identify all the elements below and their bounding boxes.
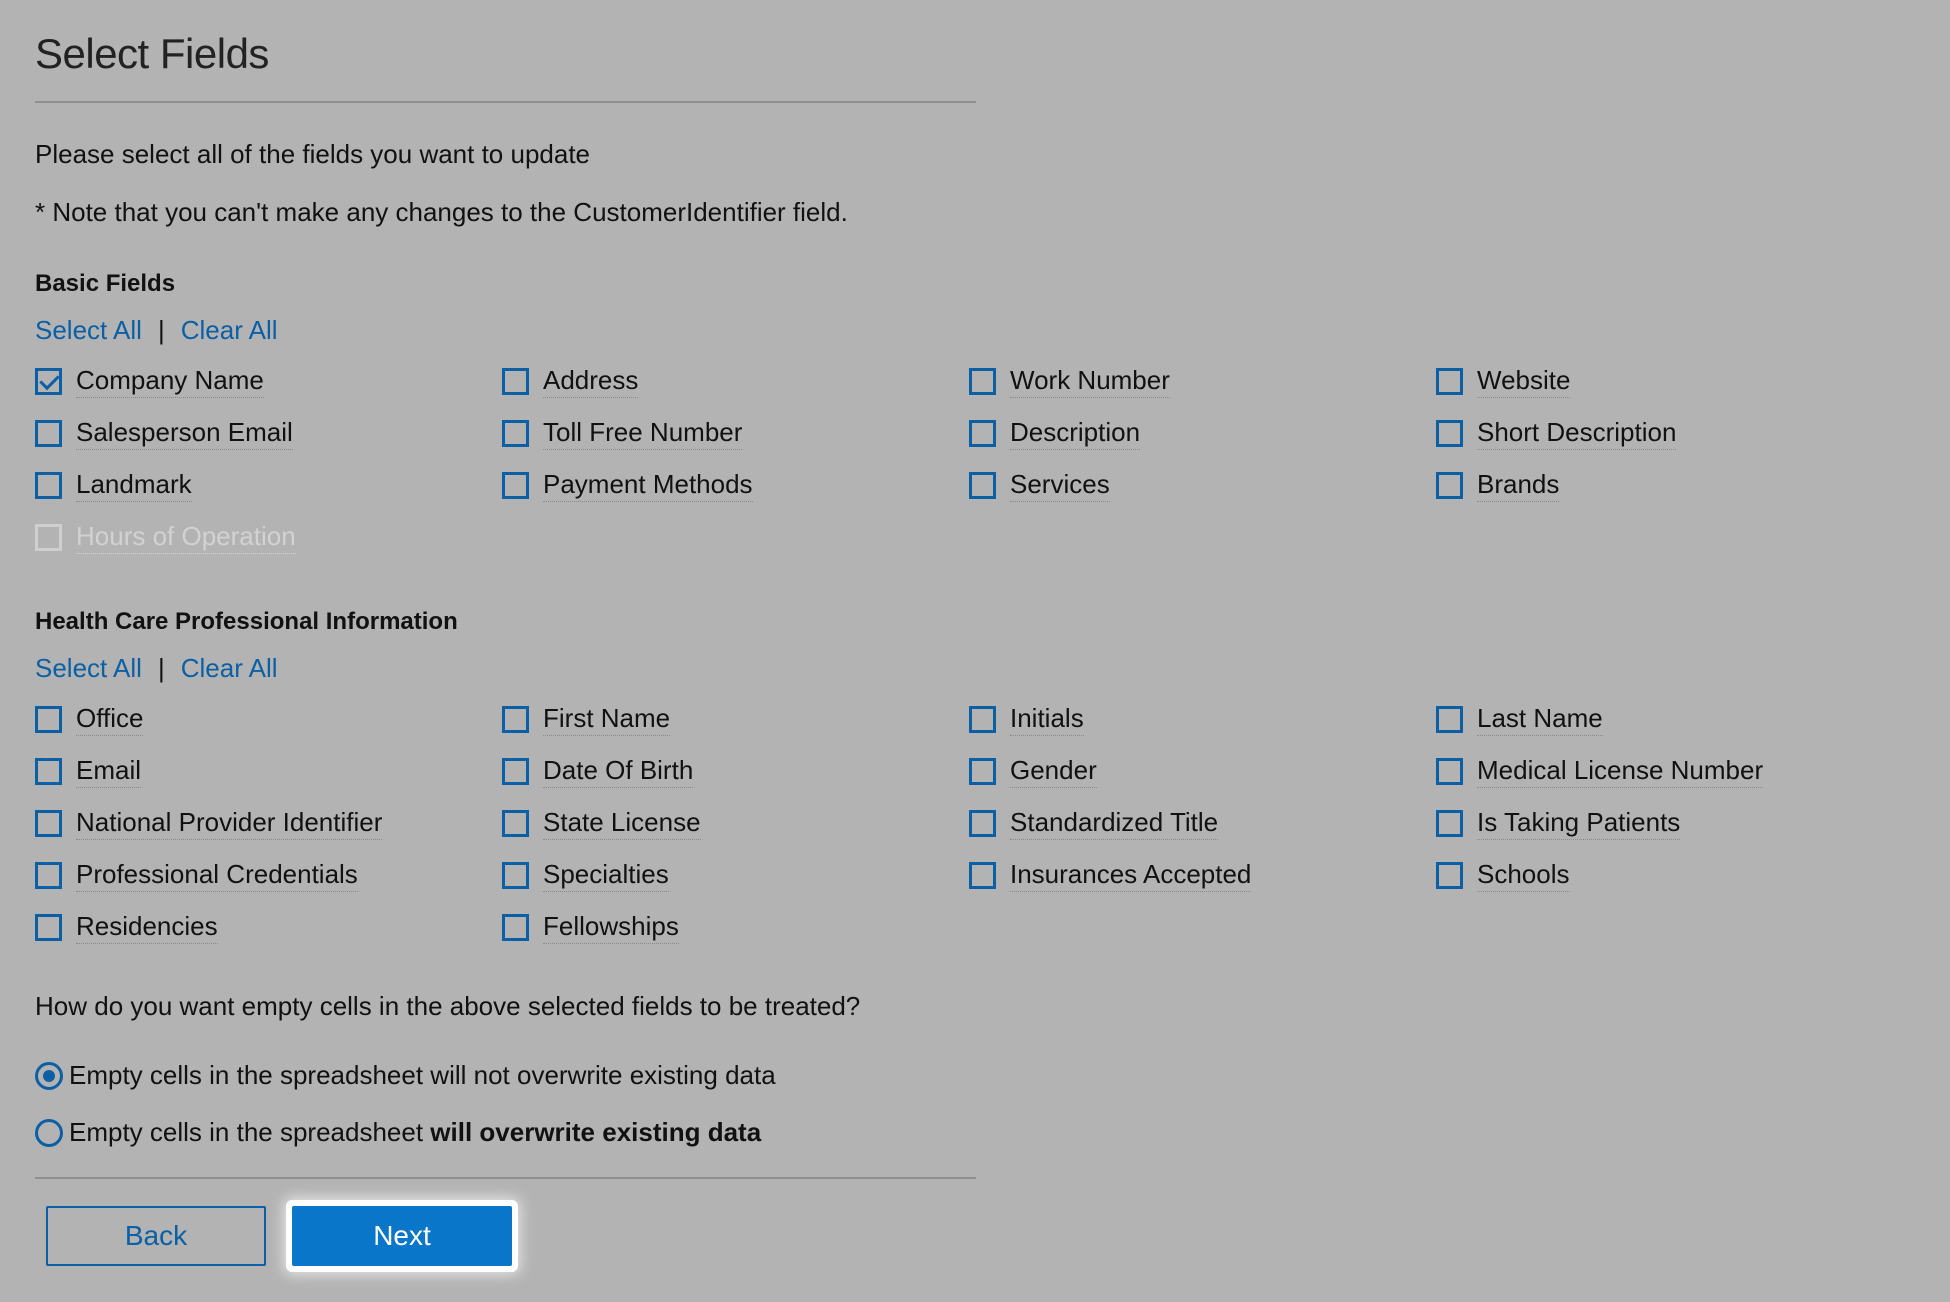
checkbox[interactable] (35, 368, 62, 395)
basic-field-address[interactable] (502, 355, 969, 407)
hcp-field-residencies[interactable] (35, 901, 502, 953)
checkbox[interactable] (1436, 862, 1463, 889)
checkbox[interactable] (35, 420, 62, 447)
basic-field-salesperson-email[interactable] (35, 407, 502, 459)
radio-overwrite-label-prefix: Empty cells in the spreadsheet (69, 1117, 431, 1147)
page-title: Select Fields (35, 30, 269, 77)
checkbox-label: Office (76, 703, 143, 736)
checkbox[interactable] (35, 472, 62, 499)
basic-field-hours-of-operation (35, 511, 502, 563)
empty-cells-question: How do you want empty cells in the above selected fields to be treated? (35, 991, 861, 1021)
checkbox[interactable] (502, 914, 529, 941)
checkbox-label: Address (543, 365, 638, 398)
checkbox-label: Website (1477, 365, 1570, 398)
checkbox[interactable] (502, 706, 529, 733)
basic-clear-all-link[interactable]: Clear All (180, 315, 278, 345)
checkbox[interactable] (502, 810, 529, 837)
hcp-field-national-provider-identifier[interactable] (35, 797, 502, 849)
radio-keep-button[interactable] (35, 1062, 63, 1090)
checkbox-label: Standardized Title (1010, 807, 1218, 840)
checkbox[interactable] (969, 862, 996, 889)
checkbox-label: Work Number (1010, 365, 1170, 398)
checkbox-label: Date Of Birth (543, 755, 693, 788)
checkbox-label: Initials (1010, 703, 1084, 736)
checkbox-label: Short Description (1477, 417, 1676, 450)
checkbox[interactable] (502, 472, 529, 499)
checkbox-label: Brands (1477, 469, 1559, 502)
radio-overwrite-label (69, 1117, 761, 1148)
basic-field-short-description[interactable] (1436, 407, 1903, 459)
basic-field-description[interactable] (969, 407, 1436, 459)
checkbox-label: Hours of Operation (76, 521, 296, 554)
checkbox-label: Payment Methods (543, 469, 753, 502)
radio-keep-label: Empty cells in the spreadsheet will not overwrite existing data (69, 1060, 776, 1090)
basic-select-all-link[interactable]: Select All (35, 315, 142, 345)
hcp-field-specialties[interactable] (502, 849, 969, 901)
checkbox[interactable] (502, 368, 529, 395)
checkbox-label: Insurances Accepted (1010, 859, 1251, 892)
radio-overwrite-label-bold: will overwrite existing data (430, 1117, 762, 1147)
basic-field-work-number[interactable] (969, 355, 1436, 407)
checkbox[interactable] (969, 810, 996, 837)
checkbox[interactable] (1436, 368, 1463, 395)
basic-fields-heading: Basic Fields (35, 270, 176, 297)
back-button[interactable]: Back (46, 1206, 266, 1266)
instruction-text: Please select all of the fields you want to update (35, 139, 591, 169)
hcp-field-office[interactable] (35, 693, 502, 745)
hcp-fields-grid (35, 693, 1903, 953)
hcp-select-all-link[interactable]: Select All (35, 653, 142, 683)
hcp-links (35, 653, 278, 684)
basic-fields-links (35, 315, 278, 346)
checkbox-label: Professional Credentials (76, 859, 358, 892)
radio-overwrite[interactable] (35, 1117, 761, 1148)
hcp-field-state-license[interactable] (502, 797, 969, 849)
radio-keep-existing[interactable] (35, 1060, 776, 1091)
hcp-field-gender[interactable] (969, 745, 1436, 797)
footer-divider (35, 1177, 976, 1179)
hcp-field-initials[interactable] (969, 693, 1436, 745)
checkbox-label: Fellowships (543, 911, 679, 944)
checkbox[interactable] (35, 914, 62, 941)
basic-field-landmark[interactable] (35, 459, 502, 511)
checkbox-label: Email (76, 755, 141, 788)
basic-field-brands[interactable] (1436, 459, 1903, 511)
link-separator: | (157, 653, 165, 683)
basic-field-website[interactable] (1436, 355, 1903, 407)
checkbox[interactable] (969, 368, 996, 395)
checkbox[interactable] (969, 758, 996, 785)
checkbox-label: Specialties (543, 859, 669, 892)
next-button[interactable]: Next (292, 1206, 512, 1266)
basic-field-payment-methods[interactable] (502, 459, 969, 511)
hcp-field-first-name[interactable] (502, 693, 969, 745)
hcp-field-standardized-title[interactable] (969, 797, 1436, 849)
checkbox[interactable] (1436, 472, 1463, 499)
hcp-heading: Health Care Professional Information (35, 608, 458, 635)
checkbox[interactable] (502, 862, 529, 889)
title-divider (35, 101, 976, 103)
checkbox-label: State License (543, 807, 701, 840)
checkbox[interactable] (1436, 420, 1463, 447)
checkbox[interactable] (1436, 758, 1463, 785)
hcp-clear-all-link[interactable]: Clear All (180, 653, 278, 683)
checkbox (35, 524, 62, 551)
checkbox-label: National Provider Identifier (76, 807, 382, 840)
basic-fields-grid (35, 355, 1903, 563)
link-separator: | (157, 315, 165, 345)
checkbox-label: Schools (1477, 859, 1570, 892)
checkbox[interactable] (35, 810, 62, 837)
hcp-field-is-taking-patients[interactable] (1436, 797, 1903, 849)
checkbox[interactable] (1436, 706, 1463, 733)
checkbox[interactable] (969, 420, 996, 447)
checkbox[interactable] (35, 862, 62, 889)
checkbox-label: Salesperson Email (76, 417, 293, 450)
hcp-field-date-of-birth[interactable] (502, 745, 969, 797)
hcp-field-professional-credentials[interactable] (35, 849, 502, 901)
checkbox[interactable] (502, 758, 529, 785)
checkbox[interactable] (1436, 810, 1463, 837)
checkbox-label: Medical License Number (1477, 755, 1763, 788)
note-text: * Note that you can't make any changes to the CustomerIdentifier field. (35, 197, 848, 227)
radio-overwrite-button[interactable] (35, 1119, 63, 1147)
hcp-field-fellowships[interactable] (502, 901, 969, 953)
hcp-field-medical-license-number[interactable] (1436, 745, 1903, 797)
checkbox-label: Residencies (76, 911, 218, 944)
checkbox-label: First Name (543, 703, 670, 736)
checkbox-label: Is Taking Patients (1477, 807, 1680, 840)
basic-field-company-name[interactable] (35, 355, 502, 407)
checkbox[interactable] (502, 420, 529, 447)
checkbox-label: Landmark (76, 469, 192, 502)
hcp-field-insurances-accepted[interactable] (969, 849, 1436, 901)
hcp-field-last-name[interactable] (1436, 693, 1903, 745)
checkbox[interactable] (35, 706, 62, 733)
checkbox[interactable] (969, 706, 996, 733)
checkbox-label: Company Name (76, 365, 264, 398)
checkbox[interactable] (969, 472, 996, 499)
basic-field-toll-free-number[interactable] (502, 407, 969, 459)
checkbox-label: Last Name (1477, 703, 1603, 736)
hcp-field-email[interactable] (35, 745, 502, 797)
checkbox-label: Toll Free Number (543, 417, 742, 450)
hcp-field-schools[interactable] (1436, 849, 1903, 901)
checkbox[interactable] (35, 758, 62, 785)
basic-field-services[interactable] (969, 459, 1436, 511)
checkbox-label: Description (1010, 417, 1140, 450)
checkbox-label: Services (1010, 469, 1110, 502)
checkbox-label: Gender (1010, 755, 1097, 788)
